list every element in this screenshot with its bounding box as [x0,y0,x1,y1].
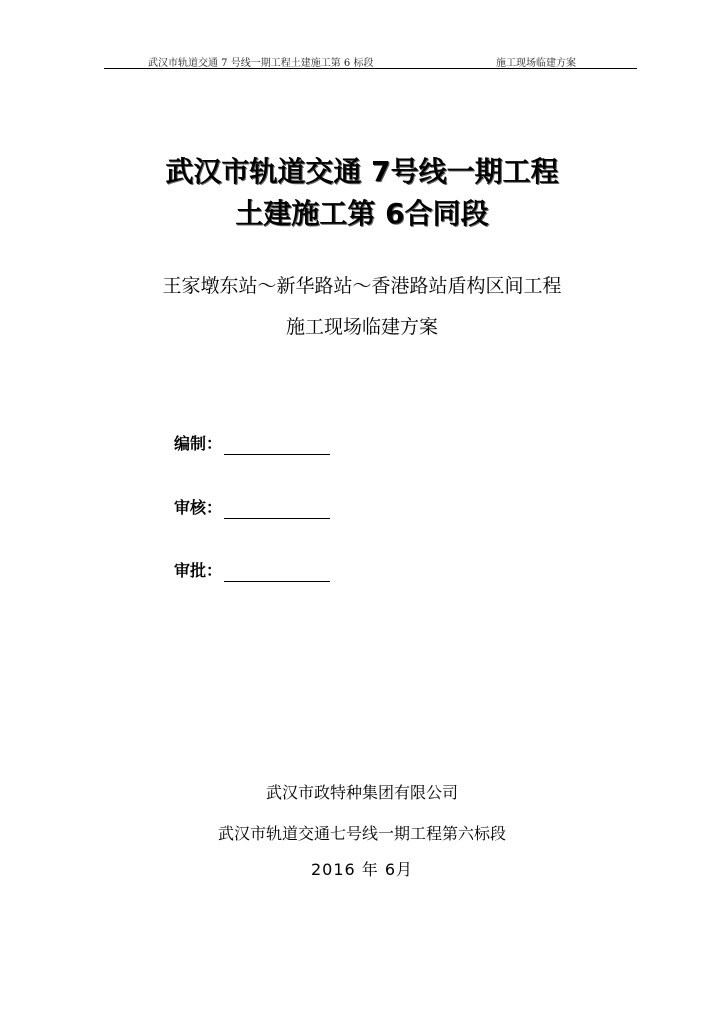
main-title-line-2: 土建施工第 6合同段 [235,197,489,230]
company-name: 武汉市政特种集团有限公司 [265,783,458,802]
main-title-line-1: 武汉市轨道交通 7号线一期工程 [165,155,559,188]
approve-label: 审批： [174,561,223,580]
compile-label: 编制： [174,434,223,453]
review-signature-line [224,498,330,519]
compile-signature-line [224,434,330,455]
header-document-name: 施工现场临建方案 [496,58,576,69]
document-date: 2016 年 6月 [310,860,414,879]
review-signature-row [174,495,330,519]
subtitle-line-2: 施工现场临建方案 [285,316,438,338]
approve-signature-row [174,558,330,582]
header-project-name: 武汉市轨道交通 7 号线一期工程土建施工第 6 标段 [148,58,374,69]
header-divider [104,68,637,69]
approve-signature-line [224,561,330,582]
compile-signature-row [174,431,330,455]
subtitle-line-1: 王家墩东站～新华路站～香港路站盾构区间工程 [162,275,562,297]
review-label: 审核： [174,498,223,517]
section-name: 武汉市轨道交通七号线一期工程第六标段 [217,824,506,843]
